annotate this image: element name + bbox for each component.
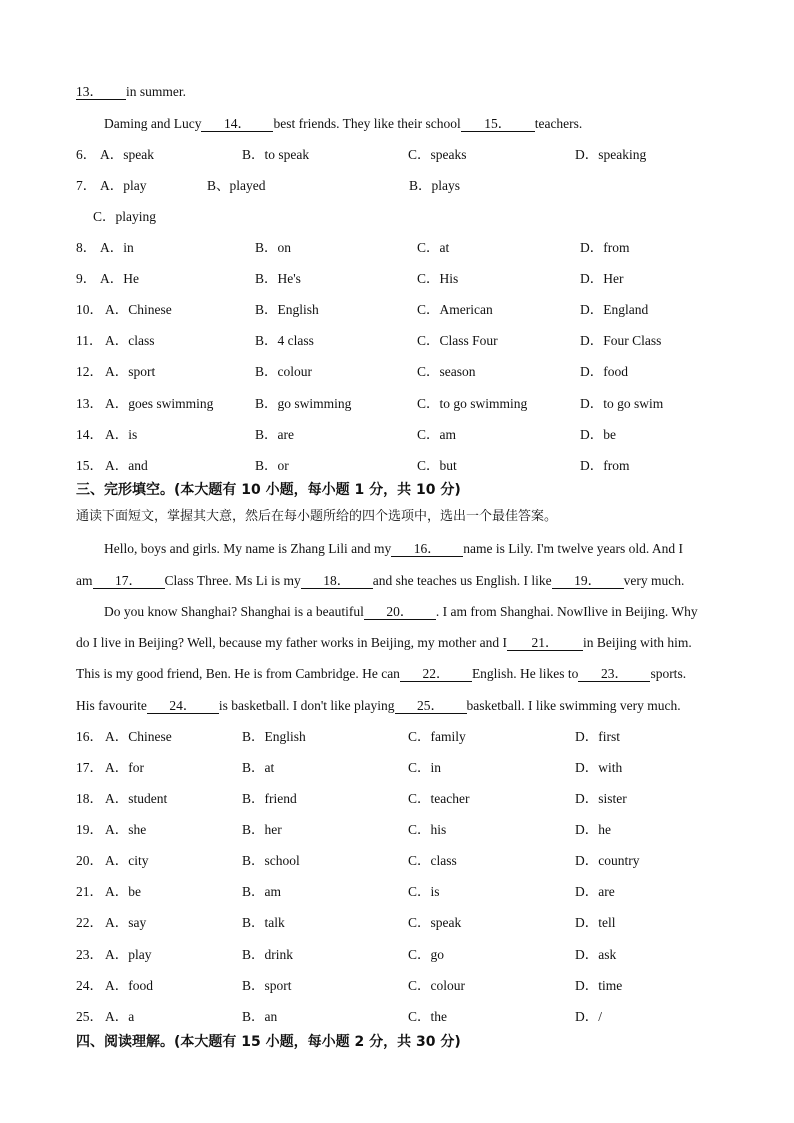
option-b[interactable]: B．am [242, 884, 281, 899]
option-d[interactable]: D．tell [575, 915, 616, 930]
option-d[interactable]: D．country [575, 853, 640, 868]
option-b[interactable]: B．English [242, 729, 306, 744]
question-number: 6． [76, 147, 97, 162]
option-c[interactable]: C．at [417, 240, 450, 255]
section-title-reading: 四、阅读理解。(本大题有 15 小题，每小题 2 分，共 30 分) [76, 1034, 461, 1050]
option-d[interactable]: D．with [575, 760, 623, 775]
passage-line-5 [76, 665, 746, 683]
option-d[interactable]: C．playing [93, 209, 156, 224]
question-number: 14． [76, 427, 103, 442]
question-row-11 [76, 332, 736, 350]
question-row-22 [76, 914, 736, 932]
option-c[interactable]: C．am [417, 427, 456, 442]
blank-19[interactable]: 19． [552, 574, 624, 589]
option-d[interactable]: D．he [575, 822, 611, 837]
option-d[interactable]: D．England [580, 302, 649, 317]
passage-line-3 [104, 603, 774, 621]
passage-text: . I am from Shanghai. NowIlive in Beijing. Why [435, 604, 698, 619]
option-a[interactable]: A．a [105, 1009, 135, 1024]
passage-text: and she teaches us English. I like [372, 573, 552, 588]
option-a[interactable]: A．play [100, 178, 147, 193]
question-number: 9． [76, 271, 97, 286]
option-a[interactable]: A．city [105, 853, 149, 868]
passage-text: do I live in Beijing? Well, because my father works in Beijing, my mother and I [76, 635, 507, 650]
question-row-20 [76, 852, 736, 870]
option-d[interactable]: D．speaking [575, 147, 647, 162]
question-number: 17． [76, 760, 103, 775]
question-row-18 [76, 790, 736, 808]
question-number: 12． [76, 364, 103, 379]
question-number: 7． [76, 178, 97, 193]
passage-text: am [76, 573, 93, 588]
blank-13[interactable]: 13． [76, 85, 126, 100]
question-number: 20． [76, 853, 103, 868]
passage-text: This is my good friend, Ben. He is from Cambridge. He can [76, 666, 400, 681]
blank-20[interactable]: 20． [364, 605, 436, 620]
question-number: 10． [76, 302, 103, 317]
question-row-17 [76, 759, 736, 777]
option-d[interactable]: D．time [575, 978, 623, 993]
blank-25[interactable]: 25． [395, 699, 467, 714]
option-d[interactable]: D．from [580, 458, 630, 473]
section-title-cloze: 三、完形填空。(本大题有 10 小题，每小题 1 分，共 10 分) [76, 482, 461, 498]
option-a[interactable]: A．student [105, 791, 168, 806]
question-row-7-cont [76, 208, 736, 226]
option-b[interactable]: B、played [207, 178, 266, 193]
option-a[interactable]: A．be [105, 884, 141, 899]
option-c[interactable]: C．speak [408, 915, 462, 930]
option-c[interactable]: C．go [408, 947, 445, 962]
option-a[interactable]: A．He [100, 271, 139, 286]
option-b[interactable]: B．talk [242, 915, 285, 930]
option-a[interactable]: A．is [105, 427, 138, 442]
option-c[interactable]: C．family [408, 729, 466, 744]
question-row-8 [76, 239, 736, 257]
option-a[interactable]: A．Chinese [105, 729, 172, 744]
passage-line-1 [104, 540, 774, 558]
blank-23[interactable]: 23． [578, 667, 650, 682]
option-a[interactable]: A．and [105, 458, 148, 473]
option-c[interactable]: C．to go swimming [417, 396, 528, 411]
question-number: 24． [76, 978, 103, 993]
blank-16[interactable]: 16． [391, 542, 463, 557]
blank-22[interactable]: 22． [400, 667, 472, 682]
text-line-13 [76, 83, 186, 101]
passage-line-2 [76, 572, 746, 590]
option-d[interactable]: D．from [580, 240, 630, 255]
option-a[interactable]: A．food [105, 978, 153, 993]
option-d[interactable]: D．food [580, 364, 628, 379]
blank-15[interactable]: 15． [461, 117, 535, 132]
blank-24[interactable]: 24． [147, 699, 219, 714]
option-c[interactable]: C．American [417, 302, 493, 317]
option-c[interactable]: C．is [408, 884, 440, 899]
passage-text: English. He likes to [471, 666, 579, 681]
option-b[interactable]: B．school [242, 853, 300, 868]
line-text-a: Daming and Lucy [104, 116, 202, 131]
option-d[interactable]: D．to go swim [580, 396, 664, 411]
question-number: 22． [76, 915, 103, 930]
question-row-7 [76, 177, 736, 195]
option-d[interactable]: D．are [575, 884, 615, 899]
option-c[interactable]: B．plays [409, 178, 461, 193]
option-c[interactable]: C．class [408, 853, 457, 868]
option-a[interactable]: A．for [105, 760, 144, 775]
option-b[interactable]: B．drink [242, 947, 294, 962]
question-number: 16． [76, 729, 103, 744]
option-b[interactable]: B．4 class [255, 333, 314, 348]
question-number: 25． [76, 1009, 103, 1024]
line-text-c: teachers. [534, 116, 583, 131]
option-d[interactable]: D．/ [575, 1009, 602, 1024]
text-line-14-15 [104, 115, 582, 133]
option-a[interactable]: A．say [105, 915, 147, 930]
passage-text: name is Lily. I'm twelve years old. And I [463, 541, 683, 556]
option-c[interactable]: C．season [417, 364, 476, 379]
blank-14[interactable]: 14． [201, 117, 273, 132]
option-a[interactable]: A．sport [105, 364, 156, 379]
line-13-text: in summer. [126, 84, 186, 99]
option-b[interactable]: B．colour [255, 364, 312, 379]
question-number: 8． [76, 240, 97, 255]
question-row-24 [76, 977, 736, 995]
option-d[interactable]: D．Four Class [580, 333, 662, 348]
question-number: 15． [76, 458, 103, 473]
question-row-9 [76, 270, 736, 288]
question-row-13 [76, 395, 736, 413]
option-c[interactable]: C．colour [408, 978, 465, 993]
question-number: 18． [76, 791, 103, 806]
option-c[interactable]: C．speaks [408, 147, 467, 162]
question-row-23 [76, 946, 736, 964]
passage-line-4 [76, 634, 746, 652]
question-number: 21． [76, 884, 103, 899]
option-d[interactable]: D．Her [580, 271, 624, 286]
option-c[interactable]: C．teacher [408, 791, 470, 806]
blank-18[interactable]: 18． [301, 574, 373, 589]
option-a[interactable]: A．class [105, 333, 155, 348]
question-row-25 [76, 1008, 736, 1026]
passage-text: sports. [650, 666, 687, 681]
option-a[interactable]: A．Chinese [105, 302, 172, 317]
option-a[interactable]: A．she [105, 822, 147, 837]
passage-text: is basketball. I don't like playing [218, 698, 395, 713]
question-row-16 [76, 728, 736, 746]
question-row-19 [76, 821, 736, 839]
question-row-14 [76, 426, 736, 444]
blank-17[interactable]: 17． [93, 574, 165, 589]
question-number: 11． [76, 333, 103, 348]
passage-text: Do you know Shanghai? Shanghai is a beautiful [104, 604, 364, 619]
question-row-15 [76, 457, 736, 475]
line-text-b: best friends. They like their school [273, 116, 461, 131]
option-b[interactable]: B．English [255, 302, 319, 317]
question-number: 13． [76, 396, 103, 411]
option-b[interactable]: B．or [255, 458, 289, 473]
question-row-12 [76, 363, 736, 381]
blank-21[interactable]: 21． [507, 636, 583, 651]
option-b[interactable]: B．go swimming [255, 396, 352, 411]
option-a[interactable]: A．in [100, 240, 134, 255]
passage-text: Hello, boys and girls. My name is Zhang Lili and my [104, 541, 392, 556]
option-c[interactable]: C．Class Four [417, 333, 498, 348]
passage-text: Class Three. Ms Li is my [164, 573, 301, 588]
option-a[interactable]: A．goes swimming [105, 396, 214, 411]
option-c[interactable]: C．the [408, 1009, 447, 1024]
option-c[interactable]: C．but [417, 458, 457, 473]
question-number: 23． [76, 947, 103, 962]
question-row-10 [76, 301, 736, 319]
option-a[interactable]: A．play [105, 947, 152, 962]
option-b[interactable]: B．her [242, 822, 282, 837]
option-c[interactable]: C．his [408, 822, 447, 837]
option-b[interactable]: B．on [255, 240, 292, 255]
passage-line-6 [76, 697, 746, 715]
option-a[interactable]: A．speak [100, 147, 154, 162]
option-d[interactable]: D．sister [575, 791, 627, 806]
option-b[interactable]: B．friend [242, 791, 297, 806]
question-row-21 [76, 883, 736, 901]
option-d[interactable]: D．ask [575, 947, 617, 962]
question-number: 19． [76, 822, 103, 837]
passage-text: basketball. I like swimming very much. [466, 698, 681, 713]
question-row-6 [76, 146, 736, 164]
option-b[interactable]: B．sport [242, 978, 292, 993]
option-b[interactable]: B．He's [255, 271, 301, 286]
option-b[interactable]: B．are [255, 427, 294, 442]
passage-text: very much. [623, 573, 685, 588]
option-c[interactable]: C．in [408, 760, 442, 775]
option-d[interactable]: D．be [580, 427, 616, 442]
option-d[interactable]: D．first [575, 729, 620, 744]
passage-text: in Beijing with him. [582, 635, 692, 650]
option-b[interactable]: B．to speak [242, 147, 310, 162]
option-c[interactable]: C．His [417, 271, 459, 286]
option-b[interactable]: B．an [242, 1009, 278, 1024]
section-instruction: 通读下面短文，掌握其大意，然后在每小题所给的四个选项中，选出一个最佳答案。 [76, 509, 558, 524]
option-b[interactable]: B．at [242, 760, 275, 775]
passage-text: His favourite [76, 698, 147, 713]
